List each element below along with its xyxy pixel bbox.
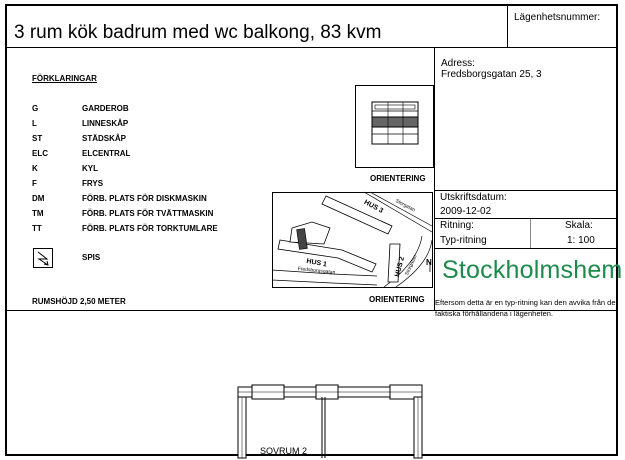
ceiling-height: RUMSHÖJD 2,50 METER [32,297,126,306]
orientation-label: ORIENTERING [370,174,426,183]
brand-logo: Stockholmshem [442,256,623,284]
apartment-number-label: Lägenhetsnummer: [514,12,601,23]
legend-item: ST STÄDSKÅP [32,134,127,143]
legend-item: F FRYS [32,179,104,188]
date-divider [434,218,617,219]
page-title: 3 rum kök badrum med wc balkong, 83 kvm [14,22,382,43]
legend-item: G GARDEROB [32,104,129,113]
legend-item: TT FÖRB. PLATS FÖR TORKTUMLARE [32,224,218,233]
address-divider [434,190,617,191]
site-label-hus1: HUS 1 [305,258,328,269]
site-label-street-main: Fredsborgsgatan [297,266,336,276]
room-label: SOVRUM 2 [260,446,308,456]
drawing-label: Ritning: [440,220,474,231]
legend-item: ELC ELCENTRAL [32,149,131,158]
scale-divider [530,219,531,248]
legend-item: DM FÖRB. PLATS FÖR DISKMASKIN [32,194,207,203]
site-label-hus2: HUS 2 [394,256,407,278]
header-divider [6,47,617,48]
legend-heading: FÖRKLARINGAR [32,74,97,83]
legend-item: K KYL [32,164,98,173]
print-date-value: 2009-12-02 [440,206,492,217]
site-label-street-right: Storgatan [404,254,419,277]
legend-item: TM FÖRB. PLATS FÖR TVÄTTMASKIN [32,209,214,218]
stove-icon [33,248,53,268]
apartment-number-divider [507,5,508,47]
address-label: Adress: [441,58,475,69]
orientation-key-plan [355,85,435,170]
site-label-hus3: HUS 3 [362,199,385,215]
scale-value: 1: 100 [567,235,595,246]
drawing-value: Typ-ritning [440,235,487,246]
legend-item: L LINNESKÅP [32,119,129,128]
stove-label: SPIS [82,253,101,262]
drawing-divider [434,248,617,249]
site-label-street-top: Storgatan [394,198,417,214]
north-arrow-icon: N [426,258,432,267]
disclaimer: Eftersom detta är en typ-ritning kan den avvika från de faktiska förhållandena i lägenheten. [435,298,616,318]
orientation-label-site: ORIENTERING [369,295,425,304]
print-date-label: Utskriftsdatum: [440,192,507,203]
scale-label: Skala: [565,220,593,231]
address-value: Fredsborgsgatan 25, 3 [441,69,542,80]
